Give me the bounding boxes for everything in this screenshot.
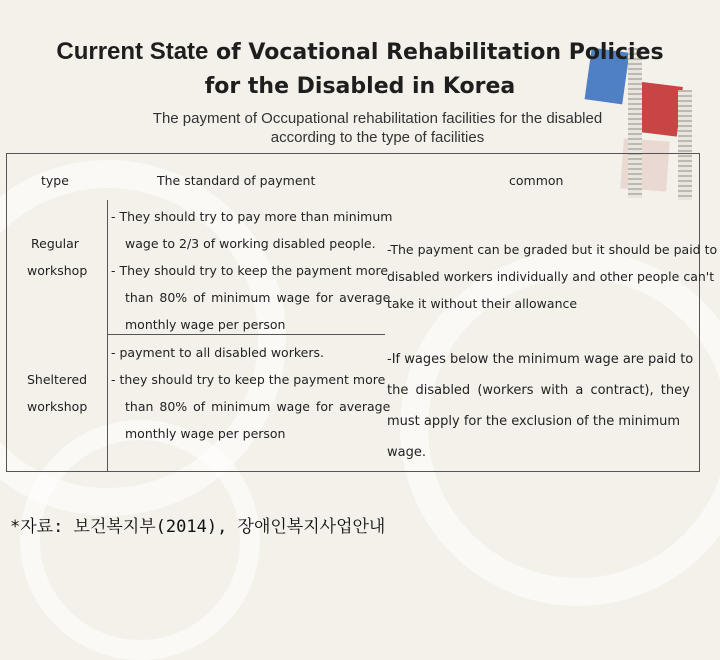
row1-standard-line4: than 80% of minimum wage for average: [125, 290, 391, 305]
row1-common-line1: -The payment can be graded but it should be paid to: [387, 242, 718, 257]
row1-type-line1: Regular: [31, 236, 79, 251]
row2-standard-line2: - they should try to keep the payment more: [111, 372, 386, 387]
row2-common-line2: the disabled (workers with a contract), they: [387, 383, 690, 398]
header-common: common: [509, 173, 564, 188]
row1-type-line2: workshop: [27, 263, 88, 278]
subtitle-line1: The payment of Occupational rehabilitation facilities for the disabled: [152, 110, 603, 127]
source-note: *자료: 보건복지부(2014), 장애인복지사업안내: [10, 517, 386, 537]
page-title: [30, 34, 690, 104]
column-divider-1: [107, 200, 108, 471]
title-line1-rest: of Vocational Rehabilitation Policies: [208, 40, 664, 65]
row2-standard-line1: - payment to all disabled workers.: [111, 345, 324, 360]
row2-common-line1: -If wages below the minimum wage are paid to: [387, 352, 694, 367]
subtitle: [120, 109, 635, 147]
row2-common-line4: wage.: [387, 445, 426, 460]
row1-common-line3: take it without their allowance: [387, 296, 578, 311]
header-standard: The standard of payment: [157, 173, 316, 188]
row1-common-line2: disabled workers individually and other people can't: [387, 269, 715, 284]
payment-table: [6, 153, 718, 472]
row2-type-line2: workshop: [27, 399, 88, 414]
row2-common-line3: must apply for the exclusion of the minimum: [387, 414, 681, 429]
row2-type-line1: Sheltered: [27, 372, 88, 387]
subtitle-line2: according to the type of facilities: [270, 129, 485, 146]
row1-standard-line2: wage to 2/3 of working disabled people.: [125, 236, 376, 251]
title-bold-part: Current State: [56, 38, 209, 65]
row2-standard-line3: than 80% of minimum wage for average: [125, 399, 391, 414]
row-divider: [107, 334, 385, 335]
row1-standard-line5: monthly wage per person: [125, 317, 286, 332]
title-line2: for the Disabled in Korea: [204, 74, 516, 99]
row1-standard-line3: - They should try to keep the payment more: [111, 263, 389, 278]
header-type: type: [41, 173, 69, 188]
row2-standard-line4: monthly wage per person: [125, 426, 286, 441]
row1-standard-line1: - They should try to pay more than minimum: [111, 209, 393, 224]
